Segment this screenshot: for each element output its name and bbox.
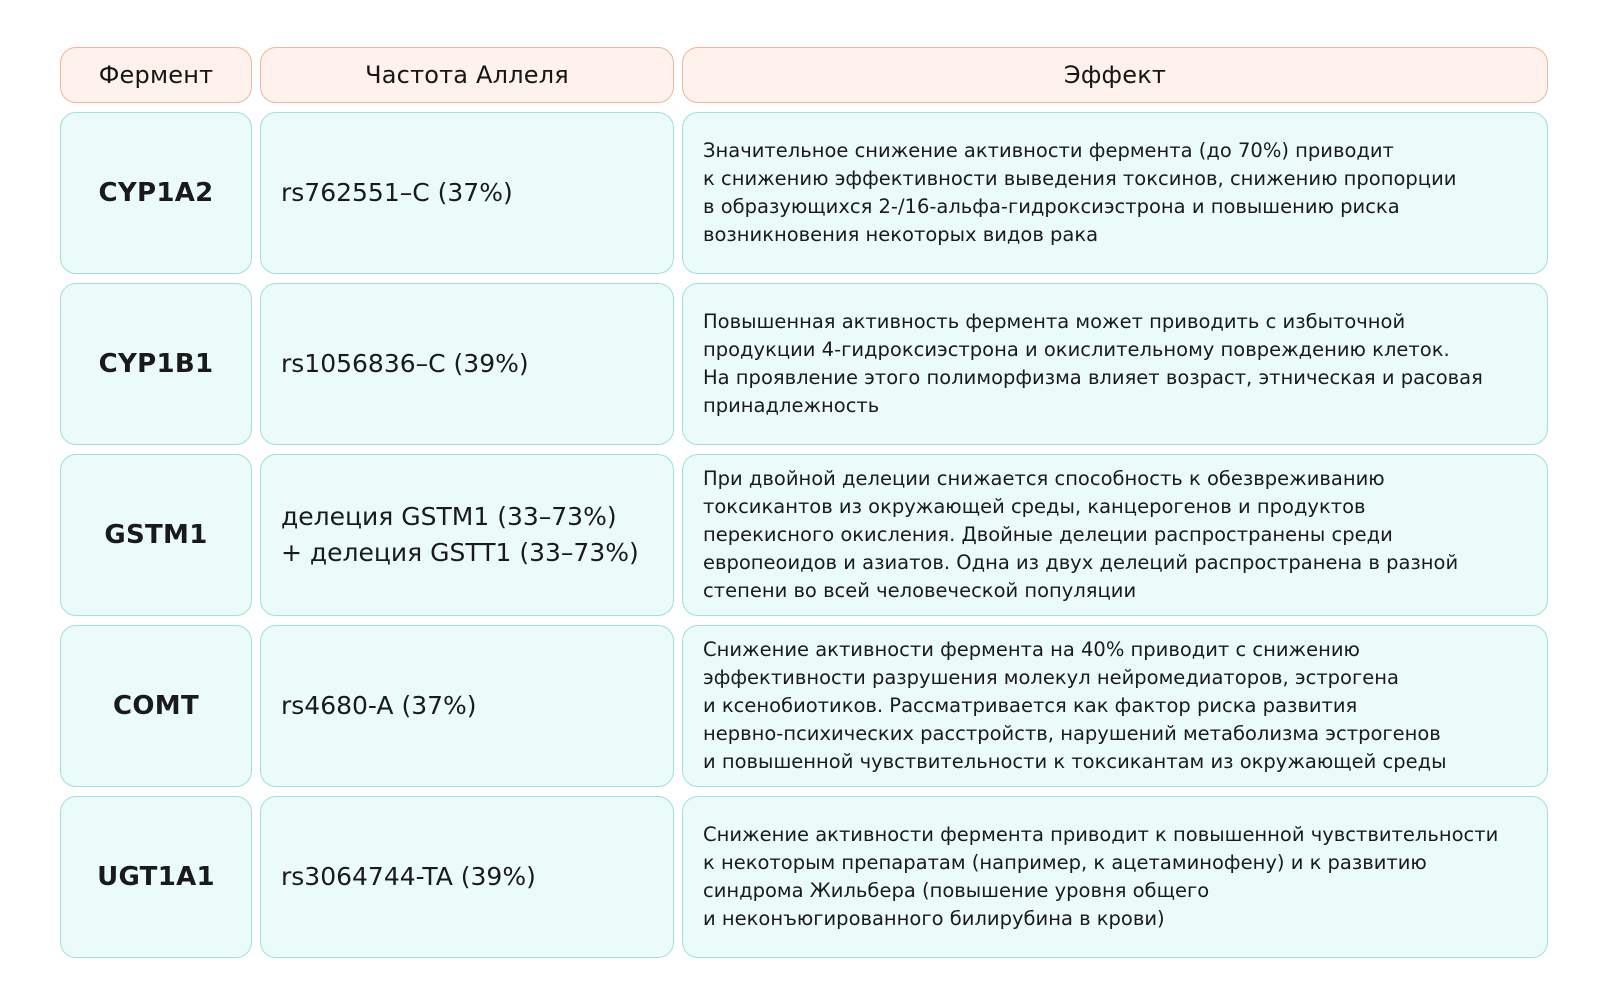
enzyme-name: CYP1B1 bbox=[98, 349, 214, 379]
row-3-effect bbox=[682, 454, 1548, 616]
row-5-effect bbox=[682, 796, 1548, 958]
enzyme-name: COMT bbox=[113, 691, 199, 721]
enzyme-name: GSTM1 bbox=[104, 520, 208, 550]
row-1-allele bbox=[260, 112, 674, 274]
allele-frequency: rs762551–C (37%) bbox=[281, 178, 513, 207]
row-2-effect bbox=[682, 283, 1548, 445]
effect-description: При двойной делеции снижается способность к обезвреживанию токсикантов из окружающей среды, канцерогенов и продуктов перекисного окисления. Двойные делеции распространены среди европеоидов и азиатов. Одна из двух делеций распространена в разной степени во всей человеческой популяции bbox=[703, 467, 1459, 602]
header-allele-label: Частота Аллеля bbox=[365, 61, 569, 89]
row-5-allele bbox=[260, 796, 674, 958]
row-3-enzyme bbox=[60, 454, 252, 616]
row-2-enzyme bbox=[60, 283, 252, 445]
enzyme-name: CYP1A2 bbox=[98, 178, 214, 208]
enzyme-name: UGT1A1 bbox=[97, 862, 215, 892]
row-4-enzyme bbox=[60, 625, 252, 787]
allele-frequency: делеция GSTM1 (33–73%) + делеция GSTT1 (33–73%) bbox=[281, 502, 639, 567]
allele-frequency: rs3064744-TA (39%) bbox=[281, 862, 536, 891]
row-4-effect bbox=[682, 625, 1548, 787]
effect-description: Снижение активности фермента приводит к повышенной чувствительности к некоторым препаратам (например, к ацетаминофену) и к развитию синдрома Жильбера (повышение уровня общего и неконъюгированного билирубина в крови) bbox=[703, 823, 1499, 930]
effect-description: Снижение активности фермента на 40% приводит с снижению эффективности разрушения молекул нейромедиаторов, эстрогена и ксенобиотиков. Рассматривается как фактор риска развития нервно-психических расстройств, нарушений метаболизма эстрогенов и повышенной чувствительности к токсикантам из окружающей среды bbox=[703, 638, 1447, 773]
effect-description: Значительное снижение активности фермента (до 70%) приводит к снижению эффективности выведения токсинов, снижению пропорции в образующихся 2-/16-альфа-гидроксиэстрона и повышению риска возникновения некоторых видов рака bbox=[703, 139, 1457, 246]
header-effect-label: Эффект bbox=[1063, 61, 1167, 89]
allele-frequency: rs4680-A (37%) bbox=[281, 691, 477, 720]
row-3-allele bbox=[260, 454, 674, 616]
row-2-allele bbox=[260, 283, 674, 445]
row-1-effect bbox=[682, 112, 1548, 274]
effect-description: Повышенная активность фермента может приводить с избыточной продукции 4-гидроксиэстрона и окислительному повреждению клеток. На проявление этого полиморфизма влияет возраст, этническая и расовая принадлежность bbox=[703, 310, 1483, 417]
row-1-enzyme bbox=[60, 112, 252, 274]
row-4-allele bbox=[260, 625, 674, 787]
header-effect bbox=[682, 47, 1548, 103]
allele-frequency: rs1056836–C (39%) bbox=[281, 349, 529, 378]
row-5-enzyme bbox=[60, 796, 252, 958]
enzyme-table bbox=[60, 47, 1548, 958]
header-enzyme-label: Фермент bbox=[98, 61, 214, 89]
header-enzyme bbox=[60, 47, 252, 103]
header-allele-frequency bbox=[260, 47, 674, 103]
